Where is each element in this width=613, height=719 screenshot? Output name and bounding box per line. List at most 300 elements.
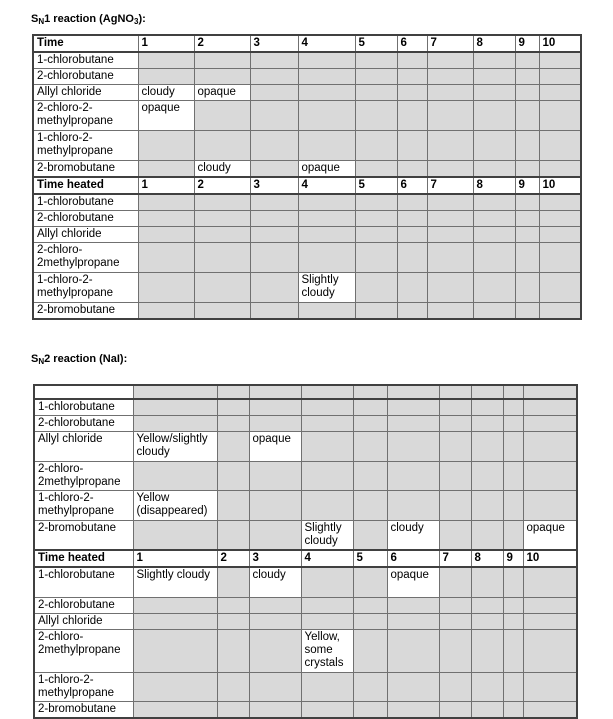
row-label: 2-chloro-2methylpropane: [33, 243, 138, 273]
observation-cell: Slightly cloudy: [301, 521, 353, 551]
empty-cell: [473, 131, 515, 161]
empty-cell: [301, 672, 353, 701]
empty-cell: [298, 243, 355, 273]
sn2-heading: $S_N2$ reaction (NaI):: [31, 353, 128, 366]
empty-cell: [133, 462, 217, 491]
empty-cell: [301, 432, 353, 462]
empty-cell: [515, 69, 539, 85]
sn1-time-header-row: [33, 35, 581, 52]
empty-cell: [471, 462, 503, 491]
empty-cell: [217, 491, 249, 521]
row-label: 2-chloro-2methylpropane: [34, 462, 133, 491]
time-col-header: 5: [355, 35, 397, 52]
empty-cell: [473, 211, 515, 227]
table-row: [33, 194, 581, 211]
empty-cell: [515, 52, 539, 69]
empty-cell: [387, 462, 439, 491]
table-row: [34, 399, 577, 416]
row-label: 2-bromobutane: [33, 303, 138, 320]
empty-cell: [301, 613, 353, 629]
empty-cell: [133, 416, 217, 432]
row-label: 2-chloro-2-methylpropane: [33, 101, 138, 131]
empty-cell: [503, 629, 523, 672]
empty-cell: [439, 521, 471, 551]
empty-cell: [133, 597, 217, 613]
empty-cell: [194, 69, 250, 85]
empty-cell: [515, 303, 539, 320]
empty-cell: [298, 85, 355, 101]
table-row: [33, 273, 581, 303]
empty-cell: [471, 613, 503, 629]
empty-cell: [301, 701, 353, 718]
time-col-header: 8: [471, 550, 503, 567]
empty-cell: [194, 303, 250, 320]
empty-cell: [249, 521, 301, 551]
empty-cell: [515, 243, 539, 273]
empty-cell: [539, 69, 581, 85]
table-row: [34, 629, 577, 672]
empty-cell: [353, 462, 387, 491]
empty-cell: [133, 385, 217, 399]
time-col-header: 8: [473, 35, 515, 52]
empty-cell: [217, 672, 249, 701]
empty-cell: [355, 131, 397, 161]
row-label: 1-chloro-2-methylpropane: [33, 131, 138, 161]
empty-cell: [473, 194, 515, 211]
empty-cell: [523, 567, 577, 597]
time-col-header: 3: [250, 177, 298, 194]
empty-cell: [355, 273, 397, 303]
time-col-header: 3: [249, 550, 301, 567]
empty-cell: [503, 416, 523, 432]
empty-cell: [397, 52, 427, 69]
row-label: 2-chlorobutane: [34, 416, 133, 432]
empty-cell: [473, 303, 515, 320]
empty-cell: [250, 273, 298, 303]
empty-cell: [439, 491, 471, 521]
empty-cell: [298, 69, 355, 85]
observation-cell: opaque: [523, 521, 577, 551]
empty-cell: [353, 432, 387, 462]
row-label: 1-chlorobutane: [33, 52, 138, 69]
row-label: 1-chlorobutane: [34, 399, 133, 416]
empty-cell: [353, 597, 387, 613]
empty-cell: [353, 629, 387, 672]
empty-cell: [397, 85, 427, 101]
empty-cell: [250, 101, 298, 131]
empty-cell: [523, 491, 577, 521]
empty-cell: [473, 85, 515, 101]
observation-cell: cloudy: [249, 567, 301, 597]
empty-cell: [515, 273, 539, 303]
table-row: [34, 701, 577, 718]
empty-cell: [138, 227, 194, 243]
empty-cell: [539, 227, 581, 243]
row-label: Allyl chloride: [33, 227, 138, 243]
sn2-top-row: [34, 385, 577, 399]
empty-cell: [473, 52, 515, 69]
empty-cell: [301, 385, 353, 399]
sn1-heading: $S_N1$ reaction (AgNO$_3$):: [31, 13, 146, 26]
empty-cell: [355, 101, 397, 131]
row-label: Allyl chloride: [34, 432, 133, 462]
empty-cell: [138, 69, 194, 85]
time-col-header: 2: [194, 177, 250, 194]
table-row: [33, 69, 581, 85]
empty-cell: [523, 701, 577, 718]
empty-cell: [539, 131, 581, 161]
table-row: [33, 52, 581, 69]
empty-cell: [355, 211, 397, 227]
empty-cell: [217, 399, 249, 416]
empty-cell: [539, 194, 581, 211]
table-row: [33, 227, 581, 243]
time-col-header: 1: [138, 35, 194, 52]
empty-cell: [355, 194, 397, 211]
time-col-header: 8: [473, 177, 515, 194]
empty-cell: [138, 243, 194, 273]
time-heated-header-label: Time heated: [33, 177, 138, 194]
empty-cell: [301, 567, 353, 597]
empty-cell: [515, 227, 539, 243]
table-row: [33, 303, 581, 320]
empty-cell: [250, 211, 298, 227]
empty-cell: [355, 161, 397, 178]
empty-cell: [523, 672, 577, 701]
empty-cell: [250, 69, 298, 85]
table-row: [34, 672, 577, 701]
observation-cell: Yellow/slightly cloudy: [133, 432, 217, 462]
empty-cell: [138, 303, 194, 320]
empty-cell: [301, 462, 353, 491]
empty-cell: [387, 613, 439, 629]
row-label: 1-chlorobutane: [34, 567, 133, 597]
empty-cell: [523, 629, 577, 672]
empty-cell: [539, 243, 581, 273]
empty-cell: [301, 416, 353, 432]
empty-cell: [503, 567, 523, 597]
empty-cell: [194, 211, 250, 227]
empty-cell: [439, 416, 471, 432]
empty-cell: [471, 567, 503, 597]
empty-cell: [397, 101, 427, 131]
time-col-header: 10: [539, 177, 581, 194]
time-col-header: 3: [250, 35, 298, 52]
table-row: [33, 101, 581, 131]
table-row: [33, 161, 581, 178]
empty-cell: [503, 672, 523, 701]
time-col-header: 5: [353, 550, 387, 567]
time-col-header: 2: [217, 550, 249, 567]
empty-cell: [427, 194, 473, 211]
empty-cell: [249, 462, 301, 491]
table-row: [34, 432, 577, 462]
empty-cell: [355, 227, 397, 243]
table-row: [33, 131, 581, 161]
time-col-header: 4: [298, 35, 355, 52]
time-col-header: 5: [355, 177, 397, 194]
empty-cell: [515, 131, 539, 161]
sn2-time-heated-header-row: [34, 550, 577, 567]
empty-cell: [250, 161, 298, 178]
empty-cell: [298, 211, 355, 227]
time-col-header: 9: [515, 35, 539, 52]
empty-cell: [194, 243, 250, 273]
empty-cell: [217, 597, 249, 613]
empty-cell: [471, 672, 503, 701]
empty-cell: [397, 69, 427, 85]
empty-cell: [217, 613, 249, 629]
empty-cell: [427, 161, 473, 178]
time-col-header: 1: [138, 177, 194, 194]
empty-cell: [503, 521, 523, 551]
observation-cell: opaque: [249, 432, 301, 462]
empty-cell: [353, 567, 387, 597]
empty-cell: [427, 243, 473, 273]
empty-cell: [539, 161, 581, 178]
empty-cell: [473, 273, 515, 303]
empty-cell: [194, 52, 250, 69]
empty-cell: [249, 672, 301, 701]
empty-cell: [539, 211, 581, 227]
empty-cell: [355, 243, 397, 273]
empty-cell: [439, 613, 471, 629]
empty-cell: [353, 701, 387, 718]
row-label: 2-chloro-2methylpropane: [34, 629, 133, 672]
observation-cell: cloudy: [138, 85, 194, 101]
empty-cell: [397, 161, 427, 178]
empty-cell: [355, 85, 397, 101]
empty-cell: [503, 432, 523, 462]
row-label: 1-chlorobutane: [33, 194, 138, 211]
empty-cell: [249, 613, 301, 629]
empty-cell: [194, 227, 250, 243]
empty-cell: [217, 416, 249, 432]
table-row: [33, 85, 581, 101]
empty-cell: [133, 521, 217, 551]
empty-cell: [523, 432, 577, 462]
time-col-header: 4: [298, 177, 355, 194]
row-label: Allyl chloride: [34, 613, 133, 629]
empty-cell: [217, 567, 249, 597]
empty-cell: [194, 273, 250, 303]
empty-cell: [387, 416, 439, 432]
empty-cell: [439, 597, 471, 613]
empty-cell: [387, 701, 439, 718]
row-label: 1-chloro-2-methylpropane: [34, 672, 133, 701]
empty-cell: [298, 101, 355, 131]
empty-cell: [515, 211, 539, 227]
empty-cell: [250, 227, 298, 243]
empty-cell: [353, 521, 387, 551]
table-row: [34, 521, 577, 551]
empty-cell: [427, 69, 473, 85]
empty-cell: [138, 52, 194, 69]
empty-cell: [250, 85, 298, 101]
empty-cell: [138, 273, 194, 303]
empty-cell: [133, 629, 217, 672]
empty-cell: [503, 491, 523, 521]
row-label: 2-bromobutane: [34, 521, 133, 551]
table-row: [34, 597, 577, 613]
empty-cell: [471, 597, 503, 613]
empty-cell: [523, 416, 577, 432]
empty-cell: [217, 701, 249, 718]
empty-cell: [217, 432, 249, 462]
empty-cell: [427, 85, 473, 101]
empty-cell: [138, 131, 194, 161]
empty-cell: [471, 385, 503, 399]
empty-cell: [471, 491, 503, 521]
row-label: 2-chlorobutane: [33, 69, 138, 85]
empty-cell: [439, 432, 471, 462]
empty-cell: [194, 131, 250, 161]
observation-cell: opaque: [138, 101, 194, 131]
empty-cell: [539, 52, 581, 69]
empty-cell: [133, 701, 217, 718]
time-col-header: 10: [539, 35, 581, 52]
empty-cell: [397, 227, 427, 243]
empty-cell: [138, 194, 194, 211]
empty-cell: [503, 701, 523, 718]
empty-cell: [515, 194, 539, 211]
empty-cell: [353, 672, 387, 701]
empty-cell: [387, 432, 439, 462]
row-label: 2-chlorobutane: [33, 211, 138, 227]
empty-cell: [298, 194, 355, 211]
empty-cell: [355, 303, 397, 320]
empty-cell: [298, 52, 355, 69]
table-row: [34, 613, 577, 629]
empty-cell: [249, 385, 301, 399]
empty-cell: [397, 273, 427, 303]
empty-cell: [217, 385, 249, 399]
empty-cell: [471, 521, 503, 551]
empty-cell: [387, 491, 439, 521]
empty-cell: [503, 462, 523, 491]
empty-cell: [387, 597, 439, 613]
time-col-header: 9: [503, 550, 523, 567]
time-col-header: 7: [427, 177, 473, 194]
empty-cell: [355, 52, 397, 69]
empty-cell: [439, 399, 471, 416]
empty-cell: [427, 273, 473, 303]
sn2-table: [33, 384, 578, 719]
table-row: [34, 567, 577, 597]
empty-cell: [503, 399, 523, 416]
empty-cell: [503, 385, 523, 399]
time-heated-header-label: Time heated: [34, 550, 133, 567]
empty-cell: [539, 303, 581, 320]
empty-cell: [471, 416, 503, 432]
empty-cell: [194, 101, 250, 131]
empty-cell: [249, 629, 301, 672]
empty-cell: [387, 672, 439, 701]
empty-cell: [355, 69, 397, 85]
empty-cell: [427, 52, 473, 69]
empty-cell: [515, 161, 539, 178]
time-col-header: 9: [515, 177, 539, 194]
empty-cell: [249, 597, 301, 613]
empty-cell: [353, 416, 387, 432]
empty-cell: [473, 243, 515, 273]
empty-cell: [397, 303, 427, 320]
empty-cell: [250, 194, 298, 211]
time-col-header: 7: [439, 550, 471, 567]
empty-cell: [397, 243, 427, 273]
empty-cell: [503, 597, 523, 613]
observation-cell: cloudy: [194, 161, 250, 178]
row-label: 2-bromobutane: [34, 701, 133, 718]
empty-cell: [249, 701, 301, 718]
empty-cell: [353, 385, 387, 399]
empty-cell: [217, 629, 249, 672]
empty-cell: [439, 672, 471, 701]
time-col-header: 1: [133, 550, 217, 567]
empty-cell: [249, 416, 301, 432]
observation-cell: opaque: [194, 85, 250, 101]
empty-cell: [298, 227, 355, 243]
empty-cell: [439, 385, 471, 399]
empty-cell: [523, 385, 577, 399]
empty-cell: [249, 399, 301, 416]
time-col-header: 2: [194, 35, 250, 52]
row-label: Allyl chloride: [33, 85, 138, 101]
time-col-header: 7: [427, 35, 473, 52]
empty-cell: [439, 462, 471, 491]
observation-cell: opaque: [387, 567, 439, 597]
empty-cell: [301, 399, 353, 416]
empty-cell: [473, 69, 515, 85]
observation-cell: cloudy: [387, 521, 439, 551]
empty-cell: [138, 161, 194, 178]
time-col-header: 6: [387, 550, 439, 567]
empty-cell: [353, 613, 387, 629]
empty-cell: [301, 491, 353, 521]
row-label: 2-chlorobutane: [34, 597, 133, 613]
time-col-header: 10: [523, 550, 577, 567]
empty-cell: [250, 243, 298, 273]
empty-cell: [250, 303, 298, 320]
empty-cell: [523, 597, 577, 613]
empty-cell: [473, 101, 515, 131]
table-row: [33, 211, 581, 227]
empty-cell: [439, 567, 471, 597]
empty-cell: [250, 131, 298, 161]
empty-cell: [133, 399, 217, 416]
empty-cell: [427, 227, 473, 243]
sn1-table: [32, 34, 582, 320]
empty-cell: [523, 462, 577, 491]
row-label: 2-bromobutane: [33, 161, 138, 178]
empty-cell: [397, 194, 427, 211]
empty-cell: [34, 385, 133, 399]
empty-cell: [471, 629, 503, 672]
empty-cell: [387, 629, 439, 672]
empty-cell: [427, 131, 473, 161]
empty-cell: [249, 491, 301, 521]
empty-cell: [353, 399, 387, 416]
empty-cell: [298, 303, 355, 320]
observation-cell: Slightly cloudy: [133, 567, 217, 597]
empty-cell: [439, 629, 471, 672]
empty-cell: [503, 613, 523, 629]
observation-cell: Yellow (disappeared): [133, 491, 217, 521]
table-row: [34, 491, 577, 521]
empty-cell: [301, 597, 353, 613]
empty-cell: [397, 211, 427, 227]
empty-cell: [194, 194, 250, 211]
